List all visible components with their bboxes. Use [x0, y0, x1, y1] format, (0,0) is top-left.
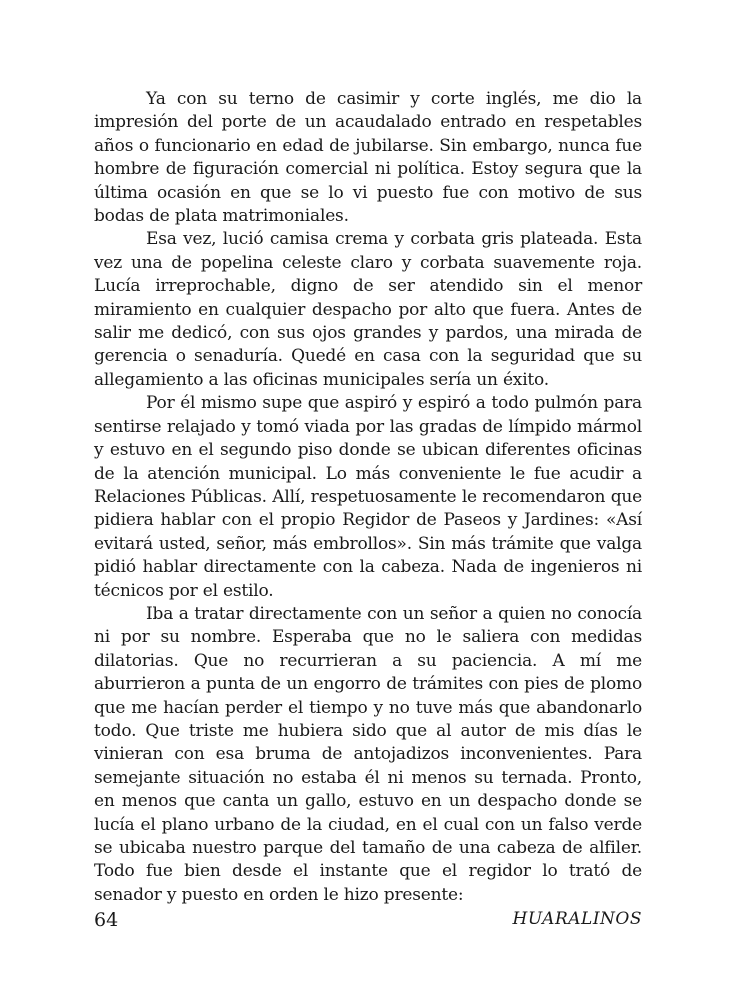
page-number: 64	[94, 909, 119, 931]
paragraph-1: Ya con su terno de casimir y corte inglés, me dio la impresión del porte de un acaudalado entrado en respetables años o funcionario en edad de jubilarse. Sin embargo, nunca fue hombre de figuración comercial ni política. Estoy segura que la última ocasión en que se lo vi puesto fue con motivo de sus bodas de plata matrimoniales.	[94, 89, 642, 227]
paragraph-3: Por él mismo supe que aspiró y espiró a todo pulmón para sentirse relajado y tomó viada por las gradas de límpido mármol y estuvo en el segundo piso donde se ubican diferentes oficinas de la atención municipal. Lo más conveniente le fue acudir a Relaciones Públicas. Allí, respetuosamente le recomendaron que pidiera hablar con el propio Regidor de Paseos y Jardines: «Así evitará usted, señor, más embrollos». Sin más trámite que valga pidió hablar directamente con la cabeza. Nada de ingenieros ni técnicos por el estilo.	[94, 393, 642, 601]
page-footer	[94, 909, 642, 939]
paragraph-2: Esa vez, lució camisa crema y corbata gris plateada. Esta vez una de popelina celeste claro y corbata suavemente roja. Lucía irreprochable, digno de ser atendido sin el menor miramiento en cualquier despacho por alto que fuera. Antes de salir me dedicó, con sus ojos grandes y pardos, una mirada de gerencia o senaduría. Quedé en casa con la seguridad que su allegamiento a las oficinas municipales sería un éxito.	[94, 229, 642, 390]
paragraph-4: Iba a tratar directamente con un señor a quien no conocía ni por su nombre. Esperaba que no le saliera con medidas dilatorias. Que no recurrieran a su paciencia. A mí me aburrieron a punta de un engorro de trámites con pies de plomo que me hacían perder el tiempo y no tuve más que abandonarlo todo. Que triste me hubiera sido que al autor de mis días le vinieran con esa bruma de antojadizos inconvenientes. Para semejante situación no estaba él ni menos su ternada. Pronto, en menos que canta un gallo, estuvo en un despacho donde se lucía el plano urbano de la ciudad, en el cual con un falso verde se ubicaba nuestro parque del tamaño de una cabeza de alfiler. Todo fue bien desde el instante que el regidor lo trató de senador y puesto en orden le hizo presente:	[94, 603, 642, 905]
running-head: HUARALINOS	[512, 909, 642, 929]
book-page-body	[94, 88, 642, 907]
